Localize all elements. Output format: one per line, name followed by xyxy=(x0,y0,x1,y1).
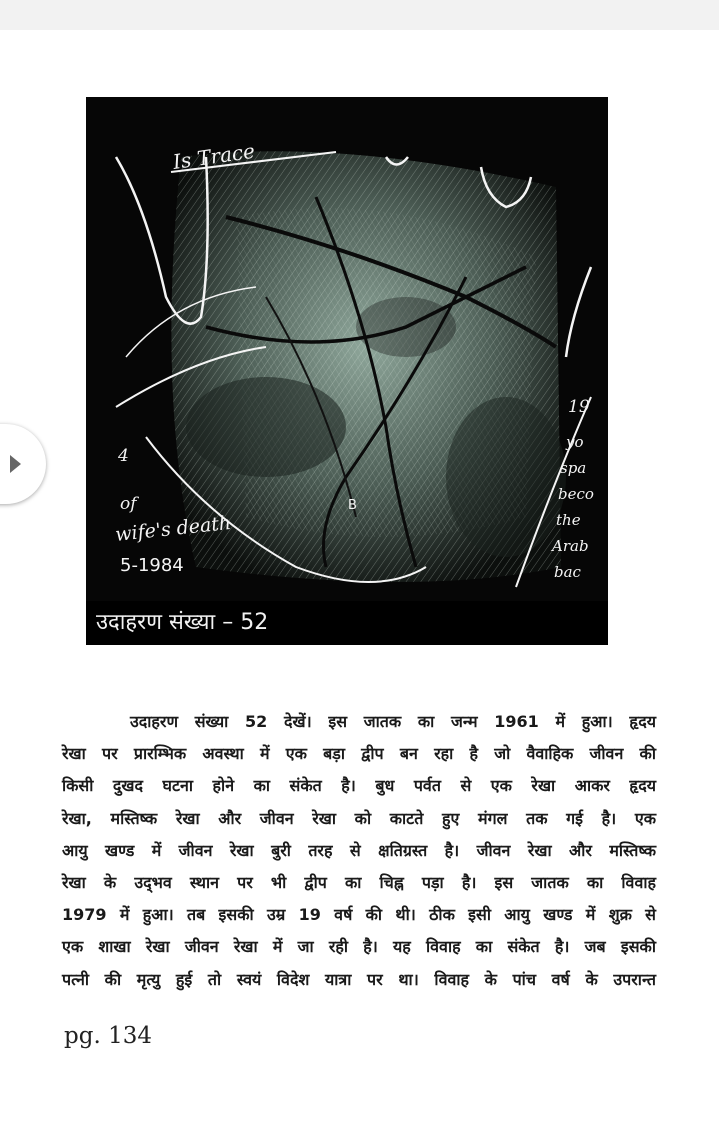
annotation-number-4: 4 xyxy=(118,446,129,466)
annotation-arab: Arab xyxy=(552,537,589,555)
palm-print-image xyxy=(86,97,608,601)
text-line: किसी दुखद घटना होने का संकेत है। बुध पर्वत से एक रेखा आकर हृदय xyxy=(62,776,656,796)
text-line: एक शाखा रेखा जीवन रेखा में जा रही है। यह विवाह का संकेत है। जब इसकी xyxy=(62,937,656,957)
text-line: आयु खण्ड में जीवन रेखा बुरी तरह से क्षतिग्रस्त है। जीवन रेखा और मस्तिष्क xyxy=(62,840,656,860)
play-arrow-icon xyxy=(10,455,21,473)
text-line: रेखा, मस्तिष्क रेखा और जीवन रेखा को काटते हुए मंगल तक गई है। एक xyxy=(62,808,656,828)
annotation-is-trace: Is Trace xyxy=(171,138,257,174)
annotation-wifes-death: wife's death xyxy=(114,511,233,546)
text-line: रेखा पर प्रारम्भिक अवस्था में एक बड़ा द्वीप बन रहा है जो वैवाहिक जीवन की xyxy=(62,744,656,764)
annotation-19: 19 xyxy=(568,397,590,417)
text-line: 1979 में हुआ। तब इसकी उम्र 19 वर्ष की थी। ठीक इसी आयु खण्ड में शुक्र से xyxy=(62,905,656,925)
annotation-yo: yo xyxy=(566,433,584,451)
text-line: रेखा के उद्‍भव स्थान पर भी द्वीप का चिह्न पड़ा है। इस जातक का विवाह xyxy=(62,872,656,892)
annotation-beco: beco xyxy=(558,485,594,503)
page-nav-handle[interactable] xyxy=(0,424,46,504)
page-number: pg. 134 xyxy=(64,1023,152,1049)
top-status-bar xyxy=(0,0,719,30)
figure-caption: उदाहरण संख्या – 52 xyxy=(86,601,608,645)
annotation-the: the xyxy=(556,511,581,529)
annotation-spa: spa xyxy=(560,459,587,477)
body-paragraph xyxy=(62,706,656,996)
annotation-date: 5-1984 xyxy=(120,555,184,576)
palm-print-figure xyxy=(86,97,608,645)
annotation-of: of xyxy=(120,494,137,514)
text-line: उदाहरण संख्या 52 देखें। इस जातक का जन्म 1961 में हुआ। हृदय xyxy=(130,712,656,731)
annotation-b: B xyxy=(348,498,357,513)
text-line: पत्नी की मृत्यु हुई तो स्वयं विदेश यात्रा पर था। विवाह के पांच वर्ष के उपरान्त xyxy=(62,969,656,989)
annotation-bac: bac xyxy=(554,563,581,581)
